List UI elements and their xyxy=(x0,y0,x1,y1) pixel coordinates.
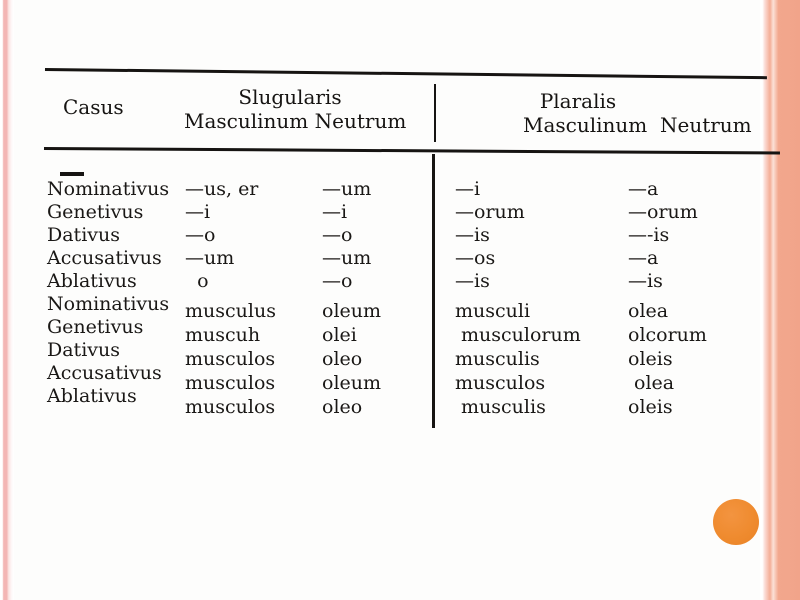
pluralis-masculinum-value: —orum xyxy=(455,201,525,223)
pluralis-masculinum-value: —os xyxy=(455,247,496,269)
singularis-neutrum-value: —um xyxy=(322,178,372,200)
case-label: Ablativus xyxy=(47,385,137,407)
table-top-rule xyxy=(45,68,767,79)
singularis-masculinum-value: —um xyxy=(185,247,235,269)
pluralis-neutrum-value: olcorum xyxy=(628,324,707,346)
left-border-stripe xyxy=(0,0,14,600)
singularis-masculinum-value: musculos xyxy=(185,348,276,370)
singularis-neutrum-value: oleo xyxy=(322,348,363,370)
header-divider-line xyxy=(434,84,436,142)
singularis-neutrum-value: —i xyxy=(322,201,348,223)
case-label: Genetivus xyxy=(47,316,144,338)
singularis-neutrum-column xyxy=(322,178,381,420)
table-header-rule xyxy=(44,147,780,154)
pluralis-masculinum-value: musculi xyxy=(455,300,531,322)
singularis-neutrum-value: —um xyxy=(322,247,372,269)
pluralis-neutrum-column xyxy=(628,178,707,420)
singularis-masculinum-value: musculos xyxy=(185,372,276,394)
singularis-neutrum-value: —o xyxy=(322,270,353,292)
column-header-singularis-subtitle: Masculinum Neutrum xyxy=(184,109,407,133)
singularis-masculinum-value: —us, er xyxy=(185,178,259,200)
singularis-neutrum-value: —o xyxy=(322,224,353,246)
singularis-masculinum-value: —o xyxy=(185,224,216,246)
case-label: Genetivus xyxy=(47,201,144,223)
pluralis-neutrum-value: —a xyxy=(628,178,659,200)
scan-overline-artifact xyxy=(60,172,84,176)
case-label: Accusativus xyxy=(47,362,162,384)
column-header-pluralis-subtitle: Masculinum Neutrum xyxy=(523,113,752,137)
singularis-masculinum-value: musculos xyxy=(185,396,276,418)
singularis-neutrum-value: oleo xyxy=(322,396,363,418)
case-label: Dativus xyxy=(47,224,120,246)
pluralis-neutrum-value: —a xyxy=(628,247,659,269)
singularis-masculinum-column xyxy=(185,178,276,420)
singularis-neutrum-value: olei xyxy=(322,324,357,346)
case-label: Dativus xyxy=(47,339,120,361)
singularis-neutrum-value: oleum xyxy=(322,372,382,394)
pluralis-masculinum-column xyxy=(455,178,581,420)
pluralis-neutrum-value: —is xyxy=(628,270,663,292)
singularis-masculinum-value: muscuh xyxy=(185,324,261,346)
singularis-masculinum-value: o xyxy=(185,270,209,292)
right-border-stripe xyxy=(760,0,800,600)
pluralis-neutrum-value: olea xyxy=(628,300,669,322)
singularis-neutrum-value: oleum xyxy=(322,300,382,322)
pluralis-masculinum-value: musculos xyxy=(455,372,546,394)
pluralis-neutrum-value: olea xyxy=(628,372,675,394)
pluralis-masculinum-value: —i xyxy=(455,178,481,200)
casus-column xyxy=(47,178,169,408)
case-label: Ablativus xyxy=(47,270,137,292)
pluralis-masculinum-value: musculis xyxy=(455,396,546,418)
pluralis-neutrum-value: —-is xyxy=(628,224,670,246)
singularis-masculinum-value: musculus xyxy=(185,300,276,322)
pluralis-neutrum-value: oleis xyxy=(628,396,673,418)
case-label: Nominativus xyxy=(47,293,170,315)
case-label: Nominativus xyxy=(47,178,170,200)
decorative-circle xyxy=(713,499,759,545)
case-label: Accusativus xyxy=(47,247,162,269)
pluralis-neutrum-value: oleis xyxy=(628,348,673,370)
pluralis-masculinum-value: musculorum xyxy=(455,324,581,346)
column-header-pluralis-title: Plaralis xyxy=(539,89,617,113)
pluralis-masculinum-value: —is xyxy=(455,224,490,246)
pluralis-masculinum-value: —is xyxy=(455,270,490,292)
singularis-masculinum-value: —i xyxy=(185,201,211,223)
pluralis-masculinum-value: musculis xyxy=(455,348,540,370)
body-divider-line xyxy=(432,154,435,428)
column-header-casus: Casus xyxy=(63,95,124,119)
column-header-singularis-title: Slugularis xyxy=(238,85,342,109)
pluralis-neutrum-value: —orum xyxy=(628,201,698,223)
